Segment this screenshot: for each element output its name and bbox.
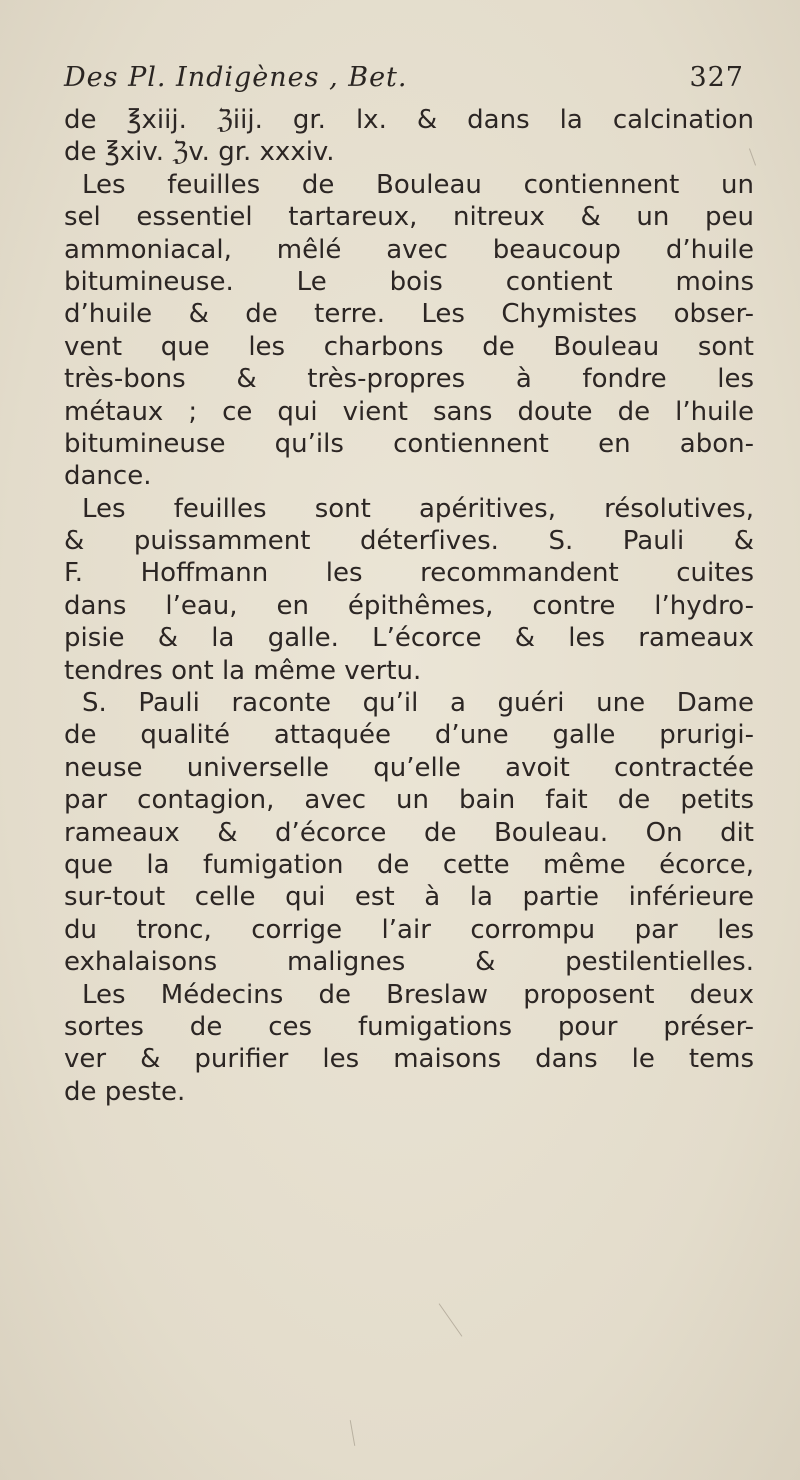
running-header <box>64 62 744 102</box>
text-line: très-bons & très-propres à fondre les <box>64 364 754 395</box>
text-line: que la fumigation de cette même écorce, <box>64 849 754 880</box>
text-line: dans l’eau, en épithêmes, contre l’hydro- <box>64 590 754 621</box>
text-line: S. Pauli raconte qu’il a guéri une Dame <box>82 688 754 719</box>
text-line: vent que les charbons de Bouleau sont <box>64 331 754 362</box>
text-line: d’huile & de terre. Les Chymistes obser- <box>64 299 754 330</box>
text-line: ver & purifier les maisons dans le tems <box>64 1044 754 1075</box>
text-line: dance. <box>64 461 152 492</box>
body-text <box>64 104 754 1108</box>
text-line: par contagion, avec un bain fait de petits <box>64 785 754 816</box>
text-line: de peste. <box>64 1076 186 1107</box>
text-line: sortes de ces fumigations pour préser- <box>64 1011 754 1042</box>
text-line: de ℥xiij. ℨiij. gr. lx. & dans la calcination <box>64 105 754 135</box>
text-line: tendres ont la même vertu. <box>64 655 422 686</box>
text-line: exhalaisons malignes & pestilentielles. <box>64 947 754 978</box>
text-line: bitumineuse. Le bois contient moins <box>64 266 754 297</box>
text-line: sur-tout celle qui est à la partie inférieure <box>64 882 754 913</box>
text-line: de ℥xiv. ℨv. gr. xxxiv. <box>64 137 335 168</box>
text-line: & puissamment déterſives. S. Pauli & <box>64 526 754 557</box>
running-title: Des Pl. Indigènes , Bet. <box>64 62 408 93</box>
text-line: ammoniacal, mêlé avec beaucoup d’huile <box>64 234 754 265</box>
text-line: Les feuilles de Bouleau contiennent un <box>82 169 754 200</box>
text-line: rameaux & d’écorce de Bouleau. On dit <box>64 817 754 848</box>
pencil-mark <box>350 1420 355 1446</box>
text-line: F. Hoffmann les recommandent cuites <box>64 558 754 589</box>
text-line: neuse universelle qu’elle avoit contractée <box>64 752 754 783</box>
text-line: Les feuilles sont apéritives, résolutives, <box>82 493 754 524</box>
text-line: métaux ; ce qui vient sans doute de l’huile <box>64 396 754 427</box>
text-line: sel essentiel tartareux, nitreux & un peu <box>64 202 754 233</box>
pencil-mark <box>439 1303 463 1336</box>
text-line: pisie & la galle. L’écorce & les rameaux <box>64 623 754 654</box>
page-number: 327 <box>689 62 744 93</box>
text-line: du tronc, corrige l’air corrompu par les <box>64 914 754 945</box>
text-line: Les Médecins de Breslaw proposent deux <box>82 979 754 1010</box>
text-line: de qualité attaquée d’une galle prurigi- <box>64 720 754 751</box>
text-line: bitumineuse qu’ils contiennent en abon- <box>64 428 754 459</box>
